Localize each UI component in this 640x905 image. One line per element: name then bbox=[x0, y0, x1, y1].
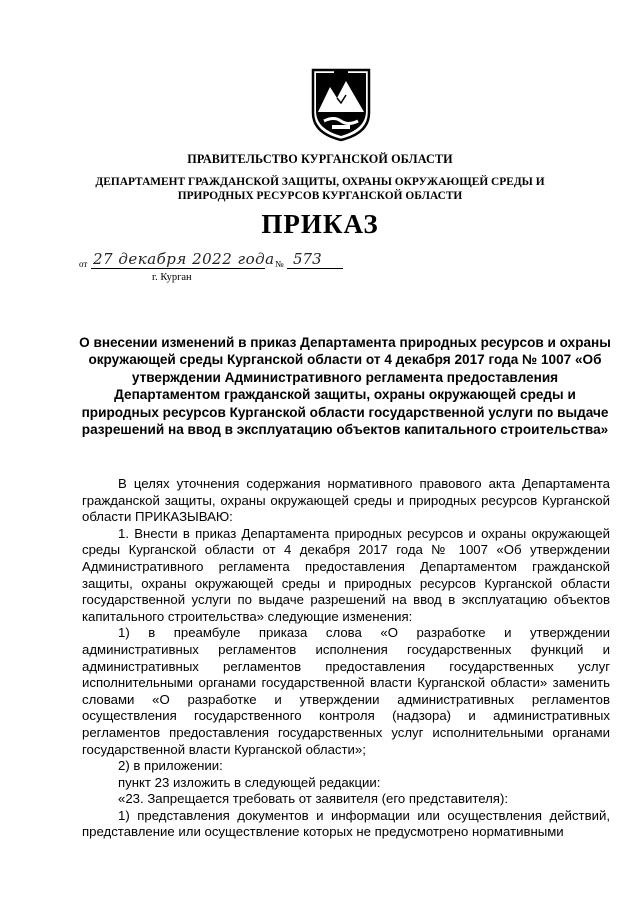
government-name: ПРАВИТЕЛЬСТВО КУРГАНСКОЙ ОБЛАСТИ bbox=[187, 152, 453, 166]
number-underline bbox=[287, 268, 343, 269]
order-body bbox=[82, 476, 610, 841]
point-23-item-1: 1) представления документов и информации или осуществления действий, представление или осуществление которых не предусмотрено нормативными bbox=[82, 807, 610, 840]
coat-of-arms-icon bbox=[310, 67, 372, 143]
preamble-paragraph: В целях уточнения содержания нормативного правового акта Департамента гражданской защиты, охраны окружающей среды и природных ресурсов Курганской области ПРИКАЗЫВАЮ: bbox=[82, 476, 610, 525]
department-name: ДЕПАРТАМЕНТ ГРАЖДАНСКОЙ ЗАЩИТЫ, ОХРАНЫ ОКРУЖАЮЩЕЙ СРЕДЫ И ПРИРОДНЫХ РЕСУРСОВ КУРГАНСКОЙ ОБЛАСТИ bbox=[95, 176, 545, 202]
subparagraph-2: 2) в приложении: bbox=[118, 758, 223, 774]
order-title: О внесении изменений в приказ Департамента природных ресурсов и охраны окружающей среды Курганской области от 4 декабря 2017 года № 1007 «Об утверждении Административного регламента предоставления Департаментом гражданской защиты, охраны окружающей среды и природных ресурсов Курганской области государственной услуги по выдаче разрешений на ввод в эксплуатацию объектов капитального строительства» bbox=[79, 335, 611, 438]
document-type-heading: ПРИКАЗ bbox=[261, 209, 379, 239]
paragraph-1: 1. Внести в приказ Департамента природных ресурсов и охраны окружающей среды Курганской области от 4 декабря 2017 года № 1007 «Об утверждении Административного регламента предоставления Департаментом гражданской защиты, охраны окружающей среды и природных ресурсов Курганской области государственной услуги по выдаче разрешений на ввод в эксплуатацию объектов капитального строительства» следующие изменения: bbox=[82, 525, 610, 624]
city-label: г. Курган bbox=[152, 272, 192, 283]
handwritten-date: 27 декабря 2022 года bbox=[93, 250, 275, 268]
date-underline bbox=[91, 268, 265, 269]
number-label: № bbox=[275, 259, 284, 269]
from-label: от bbox=[79, 259, 88, 269]
subparagraph-1: 1) в преамбуле приказа слова «О разработке и утверждении административных регламентов исполнения государственных функций и административных регламентов предоставления государственных услуг исполнительными органами государственной власти Курганской области» заменить словами «О разработке и утверждении административных регламентов осуществления государственного контроля (надзора) и административных регламентов предоставления государственных услуг исполнительными органами государственной власти Курганской области»; bbox=[82, 625, 610, 757]
point-23-intro: пункт 23 изложить в следующей редакции: bbox=[118, 774, 381, 790]
date-and-number-line bbox=[79, 252, 359, 272]
point-23-text: «23. Запрещается требовать от заявителя (его представителя): bbox=[118, 791, 508, 807]
handwritten-number: 573 bbox=[293, 250, 322, 268]
